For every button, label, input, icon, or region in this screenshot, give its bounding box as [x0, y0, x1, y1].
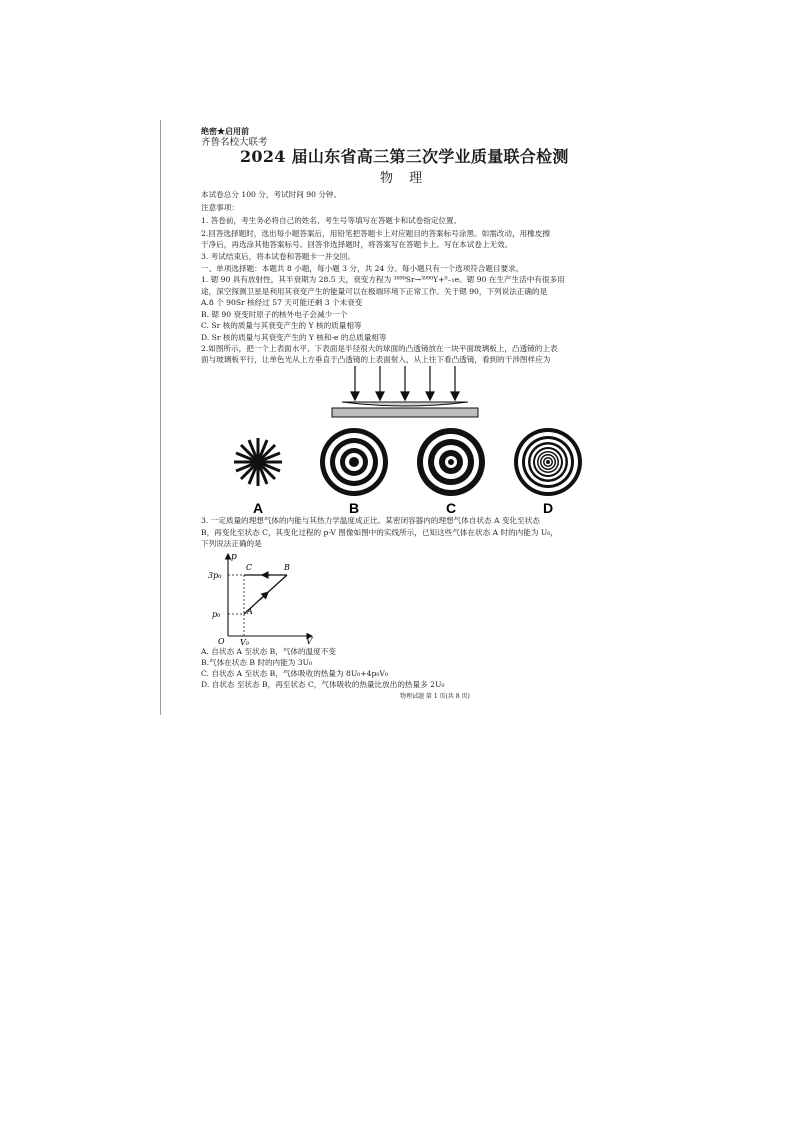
tick-p0: p₀ [212, 610, 221, 619]
q2-line1: 2.如图所示，把一个上表面水平、下表面是半径很大的球面的凸透镜放在一块平面玻璃板上，凸透镜的上表 [201, 344, 558, 353]
q3-line1: 3. 一定质量的理想气体的内能与其热力学温度成正比。某密闭容器内的理想气体自状态 A 变化至状态 [201, 516, 540, 525]
point-label-a: A [247, 607, 253, 616]
pattern-label-d: D [542, 500, 554, 516]
subject-title: 物 理 [380, 171, 429, 186]
pattern-c-rings [417, 428, 485, 496]
point-label-b: B [284, 563, 290, 572]
q1-option-b: B. 锶 90 衰变时原子的核外电子会减少一个 [201, 310, 348, 319]
page-footer: 物理试题 第 1 页(共 8 页) [400, 693, 470, 700]
q1-option-d: D. Sr 核的质量与其衰变产生的 Y 核和-e 的总质量相等 [201, 333, 387, 342]
note-1: 1. 答卷前，考生务必将自己的姓名、考生号等填写在答题卡和试卷指定位置。 [201, 216, 462, 225]
section1-heading: 一、单项选择题：本题共 8 小题，每小题 3 分，共 24 分。每小题只有一个选项符合题目要求。 [201, 264, 524, 273]
pattern-d-rings [514, 428, 582, 496]
convex-lens [342, 402, 468, 406]
q1-option-a: A.8 个 90Sr 核经过 57 天可能还剩 3 个未衰变 [201, 298, 363, 307]
tick-3p0: 3p₀ [208, 571, 222, 580]
union-name: 齐鲁名校大联考 [201, 137, 268, 148]
pattern-label-b: B [348, 500, 360, 516]
pattern-label-a: A [252, 500, 264, 516]
q1-line1: 1. 锶 90 具有放射性，其半衰期为 28.5 天，衰变方程为 ³⁸⁹⁰Sr→³⁹⁹⁰Y+⁰₋₁e。锶 90 在生产生活中有很多用 [201, 275, 565, 284]
pattern-b-rings [320, 428, 388, 496]
origin-label: O [218, 637, 225, 645]
q3-option-c: C. 自状态 A 至状态 B，气体吸收的热量为 8U₀+4p₀V₀ [201, 669, 388, 678]
arrow-a-to-b [260, 592, 268, 599]
q3-pv-graph [200, 550, 320, 645]
q2-line2: 面与玻璃板平行，让单色光从上方垂直于凸透镜的上表面射入，从上往下看凸透镜，看到的干涉图样应为 [201, 355, 551, 364]
pattern-label-c: C [445, 500, 457, 516]
axis-label-p: p [231, 552, 237, 562]
point-label-c: C [246, 563, 253, 572]
secret-mark: 绝密★启用前 [201, 126, 249, 136]
q2-figure [220, 362, 610, 517]
q1-option-c: C. Sr 核的质量与其衰变产生的 Y 核的质量相等 [201, 321, 362, 330]
q1-line2: 途，深空探测卫星是利用其衰变产生的能量可以在极端环境下正常工作。关于锶 90，下列说法正确的是 [201, 287, 548, 296]
glass-plate [332, 408, 478, 417]
note-2a: 2.回答选择题时，选出每小题答案后，用铅笔把答题卡上对应题目的答案标号涂黑。如需改动，用橡皮擦 [201, 229, 550, 238]
q3-option-d: D. 自状态 至状态 B，再至状态 C，气体吸收的热量比放出的热量多 2U₀ [201, 680, 445, 689]
q3-option-b: B.气体在状态 B 时的内能为 3U₀ [201, 658, 313, 667]
exam-title: 2024 届山东省高三第三次学业质量联合检测 [240, 147, 569, 166]
q3-option-a: A. 自状态 A 至状态 B，气体的温度不变 [201, 647, 336, 656]
binding-margin-line [160, 120, 161, 715]
axis-label-v: V [306, 637, 313, 645]
light-arrows [351, 366, 459, 400]
note-3: 3. 考试结束后，将本试卷和答题卡一并交回。 [201, 252, 355, 261]
notes-heading: 注意事项： [201, 203, 239, 212]
tick-v0: V₀ [240, 638, 249, 645]
note-2b: 干净后，再选涂其他答案标号。回答非选择题时，将答案写在答题卡上。写在本试卷上无效。 [201, 240, 513, 249]
q3-line3: 下列说法正确的是 [201, 539, 262, 548]
q3-line2: B，再变化至状态 C，其变化过程的 p-V 图像如图中的实线所示，已知这些气体在状态 A 时的内能为 U₀， [201, 528, 558, 537]
score-time: 本试卷总分 100 分，考试时间 90 分钟。 [201, 190, 342, 199]
pattern-a-star [234, 438, 282, 486]
